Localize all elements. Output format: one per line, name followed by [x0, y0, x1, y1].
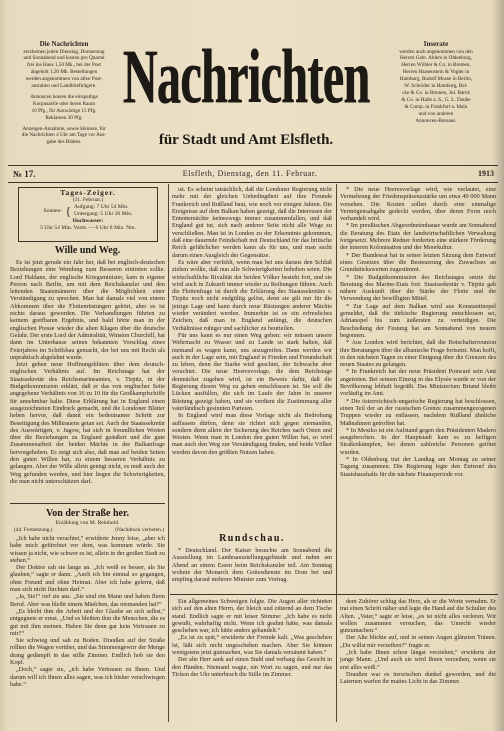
info-line: Annoncen kosten die einspaltige [30, 93, 98, 100]
article-paragraph: ist. Es scheint tatsächlich, daß die Londoner Regierung nicht mehr mit der gleichen Unbedingtheit auf ihre Freunde Frankreich und Rußland baut, wie noch vor einigen Jahren. Die Ereignisse auf dem Balkan haben gezeigt, daß die Interessen der Ententemächte keineswegs immer zusammenfallen, und daß England gut tut, sich nach anderer Seite nicht alle Wege zu verschließen. Man ist in London zu der Erkenntnis gekommen, daß eine dauernde Feindschaft mit Deutschland für das britische Reich gefährlicher werden kann als für uns, und man sucht darum einen Ausgleich der Gegensätze. [172, 186, 332, 259]
sunrise: Aufgang: 7 Uhr 54 Min. [73, 204, 129, 210]
story-paragraph: Draußen war es inzwischen dunkel geworden, und die Laternen warfen ihr mattes Licht in das Zimmer. [340, 670, 496, 686]
info-line: cke & Co. in Bremen, Jul. Barck [402, 89, 470, 96]
info-line: Herren Wöhler & Co. in Bremen, [401, 62, 471, 69]
info-line: die Nachrichten 4 Uhr am Tage vor Aus- [21, 132, 107, 139]
story-paragraph: Ein allgemeines Schweigen folgte. Die Augen aller richteten sich auf den alten Herrn, der bleich und zitternd an dem Tische stand. Endlich sagte er mit leiser Stimme: „Ich habe es nicht gewußt, wahrhaftig nicht. Wenn ich geahnt hätte, was damals geschehen war, ich hätte anders gehandelt.“ [172, 598, 332, 635]
subscription-info-text [11, 49, 117, 90]
issue-date: Elsfleth, Dienstag, den 11. Februar. [182, 169, 318, 178]
rundschau-heading: Rundschau. [219, 533, 285, 544]
article-paragraph: Jetzt gehen neue Hoffnungsblüten über dem deutsch-englischen Verhältnis auf. Im Reichstage hat der Staatssekretär des Reichsmarineamtes, v. Tirpitz, in der Budgetkommission erklärt, daß er das von englischer Seite angegebene Verhältnis von 16 zu 10 für die Großkampfschiffe für annehmbar halte. Diese Erklärung hat in England einen ausgezeichneten Eindruck gemacht, und die Londoner Blätter heben hervor, daß damit ein bedeutsamer Schritt zur Beseitigung des Mißtrauens getan sei. Auch der Staatssekretär des Auswärtigen, v. Jagow, hat sich in freundlichen Worten über die Beziehungen zu England geäußert und die gute Zusammenarbeit der beiden Mächte in der Balkanfrage hervorgehoben. Es zeigt sich also, daß man auf beiden Seiten den guten Willen hat, zu einem besseren Verhältnis zu gelangen. Aber der Wille allein genügt nicht, es muß auch der Weg gefunden werden, und hier liegen die Schwierigkeiten, die man nicht unterschätzen darf. [10, 361, 165, 485]
story-paragraph: dem Zuhörer schlug das Herz, als er die Worte vernahm. Er trat einen Schritt näher und legte die Hand auf die Schulter des Alten. „Vater,“ sagte er leise, „es ist nicht alles verloren. Wir wollen zusammen versuchen, das Unrecht wieder gutzumachen.“ [340, 598, 496, 635]
sun-times [19, 204, 157, 218]
feuilleton-rule [10, 503, 165, 504]
feuilleton-body-col1 [10, 535, 165, 720]
news-item: * Der Bundesrat hat in seiner letzten Sitzung dem Entwurf eines Gesetzes über die Besteuerung des Zuwachses an Grundstückswerten zugestimmt. [340, 251, 496, 274]
inserate-info-box [376, 40, 496, 164]
brace-icon: { [65, 204, 71, 218]
tide-label: Hochwasser: [72, 218, 104, 224]
feuilleton-installment: (44. Fortsetzung.) [14, 527, 53, 533]
article-heading: Wille und Weg. [54, 245, 121, 256]
info-line: und von anderen [418, 110, 454, 117]
inserate-text [376, 49, 496, 125]
sun-times-lines [74, 204, 132, 218]
news-item: * Die österreichisch-ungarische Regierung hat beschlossen, einen Teil der an der russischen Grenze zusammengezogenen Truppen wieder zu entlassen, nachdem Rußland ähnliche Maßnahmen getroffen hat. [340, 397, 496, 427]
news-item: * Die neue Heeresvorlage wird, wie verlautet, eine Vermehrung der Friedenspräsenzstärke um etwa 40 000 Mann vorsehen. Die Kosten sollen durch eine einmalige Vermögensabgabe gedeckt werden, über deren Form noch verhandelt wird. [340, 186, 496, 223]
inserate-title: Inserate [423, 40, 449, 48]
info-line: Korpuszeile oder deren Raum [32, 100, 96, 107]
news-item: * Im preußischen Abgeordnetenhause wurde am Sonnabend die Beratung des Etats der landwirtschaftlichen Verwaltung fortgesetzt. Mehrere Redner forderten eine stärkere Förderung der inneren Kolonisation und der Moorkultur. [340, 222, 496, 252]
info-line: Annoncen-Bureaus. [415, 117, 457, 124]
article-paragraph: Es wäre aber verfehlt, wenn man bei uns daraus den Schluß ziehen wollte, daß nun alle Schwierigkeiten behoben seien. Die wirtschaftliche Rivalität der beiden Völker besteht fort, und sie wird auch in Zukunft immer wieder zu Reibungen führen. Auch die Flottenfrage ist durch die Erklärung des Staatssekretärs v. Tirpitz noch nicht endgültig gelöst, denn sie gilt nur für die jetzige Lage und kann durch neue Rüstungen anderer Mächte wieder verändert werden. Immerhin ist es ein erfreuliches Zeichen, daß man in England anfängt, die deutschen Verhältnisse ruhiger und sachlicher zu beurteilen. [172, 258, 332, 332]
news-item: * In Oldenburg trat der Landtag am Montag zu seiner Tagung zusammen. Die Regierung legte den Entwurf des Staatshaushalts für die nächste Finanzperiode vor. [340, 455, 496, 478]
sunset: Untergang: 5 Uhr 26 Min. [73, 211, 133, 217]
feuilleton-byline: Erzählung von M. Reinhold. [55, 520, 120, 526]
article-body-col1 [10, 259, 165, 500]
info-line: erscheinen jeden Dienstag, Donnerstag [23, 48, 105, 55]
info-line: Anzeigen-Annahme, sowie kleinere, für [22, 125, 106, 132]
tages-zeiger-date: (11. Februar.) [72, 197, 104, 203]
rundschau-body-col3 [340, 186, 496, 591]
tages-zeiger-title: Tages-Zeiger. [60, 188, 116, 197]
info-line: anstalten und Landbriefträgern. [31, 83, 97, 90]
ad-deadline-text [11, 126, 117, 147]
story-paragraph: „Ich habe nicht verachtet,“ erwiderte Jenny leise, „aber ich habe mich gefürchtet vor dem, was kommen würde. Sie wissen ja nicht, wie schwer es ist, allein in der großen Stadt zu stehen.“ [10, 535, 165, 564]
news-item: * Zur Lage auf dem Balkan wird aus Konstantinopel gemeldet, daß die türkische Regierung entschlossen sei, Adrianopel bis zum äußersten zu verteidigen. Die Beschießung der Festung hat am Sonnabend von neuem begonnen. [340, 302, 496, 339]
info-line: werden auch angenommen von den [399, 48, 473, 55]
info-line: Reklamen 30 Pfg. [45, 114, 83, 121]
column-rule [336, 184, 337, 722]
newspaper-subtitle: für Stadt und Amt Elsfleth. [158, 132, 334, 148]
feuilleton-band-rule [170, 594, 498, 595]
story-paragraph: „Es ist zu spät,“ erwiderte der Fremde kalt. „Was geschehen ist, läßt sich nicht ungeschehen machen. Aber Sie können wenigstens jetzt gutmachen, was Sie damals versäumt haben.“ [172, 634, 332, 657]
news-item: * In Mexiko ist ein Aufstand gegen den Präsidenten Madero ausgebrochen. In der Hauptstadt kam es zu heftigen Straßenkämpfen, bei denen zahlreiche Personen getötet wurden. [340, 426, 496, 456]
rundschau-body-col2 [172, 547, 332, 591]
news-item: * In Frankreich hat der neue Präsident Poincaré sein Amt angetreten. Bei seinem Einzug in das Elysée wurde er von der Bevölkerung lebhaft begrüßt. Das Ministerium Briand bleibt vorläufig im Amt. [340, 368, 496, 398]
info-line: abgeholt 1,20 Mk. Bestellungen [30, 69, 98, 76]
article-paragraph: In England wird man diese Vorlage nicht als Bedrohung auffassen dürfen, denn sie richtet sich gegen niemanden, sondern dient allein der Sicherung des Reiches nach Osten und Westen. Wenn man in London den guten Willen hat, so wird man auch den Weg zur Verständigung finden, und beide Völker werden davon den größten Nutzen haben. [172, 412, 332, 456]
story-paragraph: Der Alte blickte auf, und in seinen Augen glänzten Tränen. „Du willst mir verzeihen?“ fragte er. [340, 634, 496, 649]
dateline-bottom-rule [8, 182, 498, 183]
info-line: & Comp. in Frankfurt a. Main [404, 103, 468, 110]
info-line: werden angenommen von allen Post- [25, 76, 103, 83]
article-paragraph: Für uns kann es nur einen Weg geben: wir müssen unsere Wehrmacht zu Wasser und zu Lande so stark halten, daß niemand es wagen kann, uns anzugreifen. Dann werden wir auch in der Lage sein, mit England in Frieden und Freundschaft zu leben, denn der Starke wird geachtet, der Schwache aber verachtet. Die neue Heeresvorlage, die dem Reichstage demnächst zugehen wird, ist ein Beweis dafür, daß die Regierung diesen Weg zu gehen entschlossen ist. Sie soll die Lücken ausfüllen, die sich im Laufe der Jahre in unserer Rüstung gezeigt haben, und sie verdient die Zustimmung aller vaterländisch gesinnten Parteien. [172, 331, 332, 412]
article-paragraph: Es ist jetzt gerade ein Jahr her, daß bei englisch-deutschen Beziehungen eine Wendung zum Besseren eintreten sollte. Lord Haldane, der englische Kriegsminister, kam in eigener Person nach Berlin, um mit dem Reichskanzler und den leitenden Staatsmännern über die Möglichkeit einer Verständigung zu sprechen. Man hat damals viel von einem Abkommen über die Flottenrüstungen gehört, aber es ist nichts daraus geworden. Die Verhandlungen führten zu keinem greifbaren Ergebnis, und bald hörte man in der englischen Presse wieder die alten Klagen über die deutsche Gefahr. Der erste Lord der Admiralität, Winston Churchill, hat dann im Unterhause seinen bekannten Vorschlag eines Feierjahres im Schiffsbau gemacht, der bei uns mit Recht als unpraktisch abgelehnt wurde. [10, 259, 165, 361]
feuilleton-body-col3 [340, 598, 496, 720]
newspaper-title: Nachrichten [122, 35, 370, 121]
info-line: & Co. in Halle a. S., G. L. Daube [401, 96, 471, 103]
info-line: 10 Pfg., für Auswärtige 15 Pfg. [31, 107, 97, 114]
tide-times: 5 Uhr 54 Min. Vorm. — 6 Uhr 8 Min. Nm. [40, 225, 136, 231]
issue-number: № 17. [13, 169, 36, 179]
subscription-info-title: Die Nachrichten [39, 40, 89, 48]
column-rule [168, 184, 169, 722]
feuilleton-body-col2 [172, 598, 332, 720]
tages-zeiger-box [18, 187, 158, 242]
info-line: Hamburg, Rudolf Mosse in Berlin, [399, 76, 473, 83]
news-item: * Die Budgetkommission des Reichstages setzte die Beratung des Marine-Etats fort. Staatssekretär v. Tirpitz gab nähere Auskunft über die Stärke der Flotte und die Verwendung der bewilligten Mittel. [340, 273, 496, 303]
news-item: * Aus London wird berichtet, daß die Botschafterreunion ihre Beratungen über die albanische Frage fortsetzt. Man hofft, in den nächsten Tagen zu einer Einigung über die Grenzen des neuen Staates zu gelangen. [340, 339, 496, 369]
info-line: W. Schröder in Hamburg, Bal- [404, 83, 468, 90]
info-line: und Sonnabend und kosten pro Quartal [23, 55, 105, 62]
subscription-info-box [11, 40, 117, 164]
issue-year: 1913 [478, 169, 494, 178]
news-item: * Deutschland. Der Kaiser besuchte am Sonnabend die Ausstellung im Landesausstellungsgebäude und nahm am Abend an einem Essen beim Reichskanzler teil. Am Sonntag wohnte der Monarch dem Gottesdienste im Dom bei und empfing darauf mehrere Minister zum Vortrag. [172, 547, 332, 584]
sun-label: Sonnen- [43, 207, 63, 214]
feuilleton-heading: Von der Straße her. [46, 508, 129, 519]
feuilleton-notice: (Nachdruck verboten.) [115, 527, 164, 533]
info-line: frei ins Haus 1,50 Mk., bei der Post [27, 62, 101, 69]
story-paragraph: Sie schwieg und sah zu Boden. Draußen auf der Straße rollten die Wagen vorüber, und das Stimmengewirr der Menge drang gedämpft in das stille Zimmer. Endlich hob sie den Kopf. [10, 637, 165, 667]
dateline-top-rule [8, 165, 498, 166]
story-paragraph: „Doch,“ sagte sie, „ich habe Vertrauen zu Ihnen. Und darum will ich Ihnen alles sagen, was ich bisher verschwiegen habe.“ [10, 666, 165, 688]
info-line: gabe des Blattes. [46, 139, 82, 146]
story-paragraph: „Ich habe Ihnen schon längst verziehen,“ erwiderte der junge Mann. „Und auch sie wird Ihnen verzeihen, wenn sie erst alles weiß.“ [340, 649, 496, 671]
story-paragraph: „Ja, Sie!“ rief sie aus. „Sie sind ein Mann und haben Ihren Beruf. Aber was bleibt einem Mädchen, das niemanden hat?“ [10, 593, 165, 608]
story-paragraph: Der Doktor sah sie lange an. „Ich weiß es besser, als Sie glauben,“ sagte er dann. „Auch ich bin einmal so gegangen, ohne Freund und ohne Heimat. Aber ich habe gelernt, daß man sich nicht fürchten darf.“ [10, 564, 165, 594]
story-paragraph: Der alte Herr sank auf einen Stuhl und verbarg das Gesicht in den Händen. Niemand wagte, ein Wort zu sagen, und nur das Ticken der Uhr unterbrach die Stille im Zimmer. [172, 656, 332, 678]
advertising-rates-text [11, 94, 117, 122]
story-paragraph: „Es bleibt ihm die Arbeit und der Glaube an sich selbst,“ entgegnete er ernst. „Und es bleiben ihm die Menschen, die es gut mit ihm meinen. Haben Sie denn gar kein Vertrauen zu mir?“ [10, 607, 165, 637]
info-line: Herren Gebr. Ahlers in Oldenburg, [400, 55, 472, 62]
article-body-col2 [172, 186, 332, 529]
info-line: Herren Haasenstein & Vogler in [402, 69, 470, 76]
